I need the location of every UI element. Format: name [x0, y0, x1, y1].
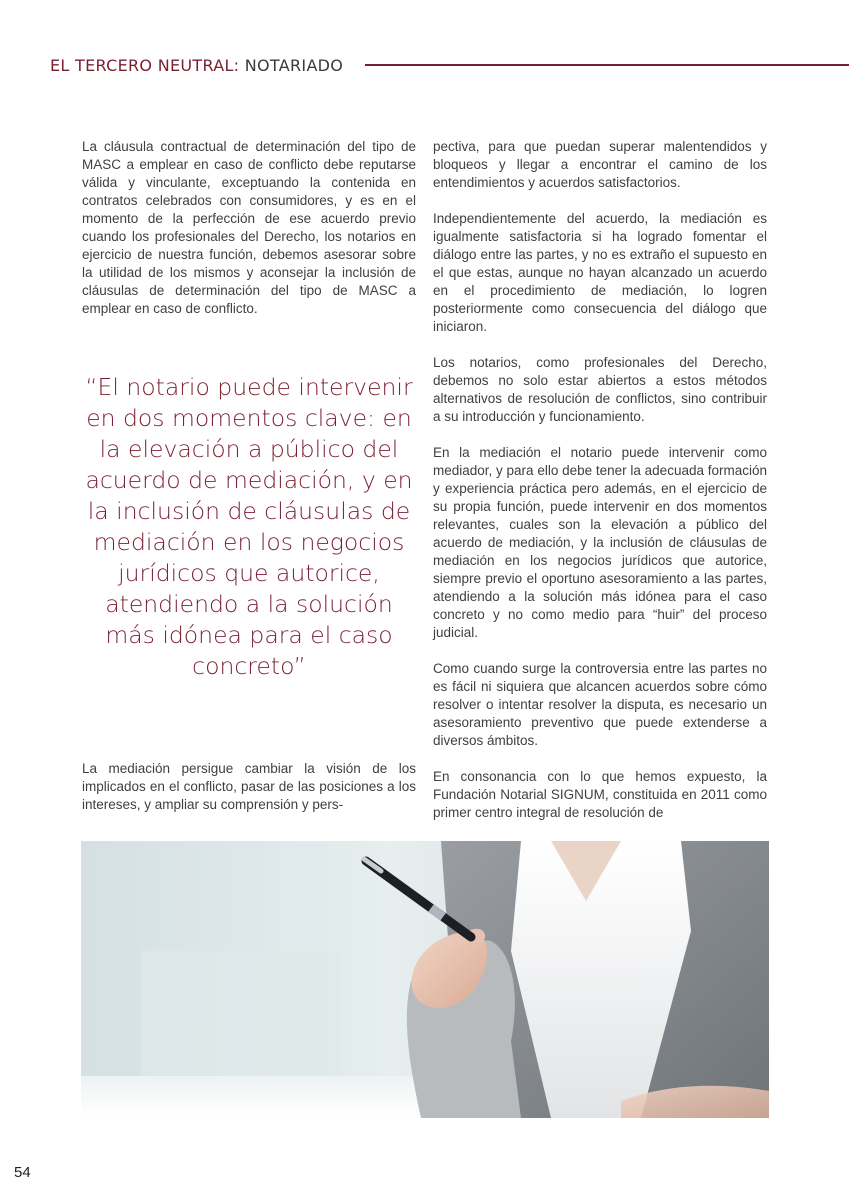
body-paragraph: Independientemente del acuerdo, la mediación es igualmente satisfactoria si ha logrado fomentar el diálogo entre las partes, y no es extraño el supuesto en el que estas, aunque no hayan alcanzado un acuerdo en el procedimiento de mediación, lo logren posteriormente como consecuencia del diálogo que iniciaron.: [433, 211, 767, 334]
body-paragraph: La cláusula contractual de determinación del tipo de MASC a emplear en caso de conflicto debe reputarse válida y vinculante, exceptuando la contenida en contratos celebrados con consumidores, y es en el momento de la perfección de ese acuerdo previo cuando los profesionales del Derecho, los notarios en ejercicio de nuestra función, debemos asesorar sobre la utilidad de los mismos y aconsejar la inclusión de cláusulas de determinación del tipo de MASC a emplear en caso de conflicto.: [82, 139, 416, 316]
body-paragraph: Los notarios, como profesionales del Derecho, debemos no solo estar abiertos a estos métodos alternativos de resolución de conflictos, sino contribuir a su introducción y funcionamiento.: [433, 355, 767, 424]
body-paragraph: En la mediación el notario puede intervenir como mediador, y para ello debe tener la adecuada formación y experiencia práctica pero además, en el ejercicio de su propia función, puede intervenir en dos momentos relevantes, cuales son la elevación a público del acuerdo de mediación, y la inclusión de cláusulas de mediación en los negocios jurídicos que autorice, siempre previo el oportuno asesoramiento a las partes, atendiendo a la solución más idónea para el caso concreto y no como medio para “huir” del proceso judicial.: [433, 445, 767, 640]
body-paragraph: pectiva, para que puedan superar malentendidos y bloqueos y llegar a encontrar el camino de los entendimientos y acuerdos satisfactorios.: [433, 139, 767, 190]
left-column-bottom-paragraph: La mediación persigue cambiar la visión de los implicados en el conflicto, pasar de las posiciones a los intereses, y ampliar su comprensión y pers-: [82, 761, 416, 812]
section-title-part2: NOTARIADO: [244, 55, 344, 75]
body-paragraph: En consonancia con lo que hemos expuesto, la Fundación Notarial SIGNUM, constituida en 2011 como primer centro integral de resolución de: [433, 769, 767, 820]
photo-hand-holding-pen: [81, 841, 769, 1118]
left-column: [82, 138, 416, 336]
running-header: [50, 52, 849, 78]
section-title-part1: EL TERCERO NEUTRAL:: [50, 55, 245, 75]
pull-quote: “El notario puede intervenir en dos momentos clave: en la elevación a público del acuerdo de mediación, y en la inclusión de cláusulas de mediación en los negocios jurídicos que autorice, atendiendo a la solución más idónea para el caso concreto”: [85, 373, 413, 680]
section-title: [50, 56, 343, 75]
header-rule: [365, 64, 849, 66]
body-paragraph: Como cuando surge la controversia entre las partes no es fácil ni siquiera que alcancen acuerdos sobre cómo resolver o intentar resolver la disputa, es necesario un asesoramiento preventivo que puede extenderse a diversos ámbitos.: [433, 661, 767, 748]
right-column: [433, 138, 767, 840]
page-number: 54: [14, 1164, 31, 1181]
photo-illustration: [81, 841, 769, 1118]
